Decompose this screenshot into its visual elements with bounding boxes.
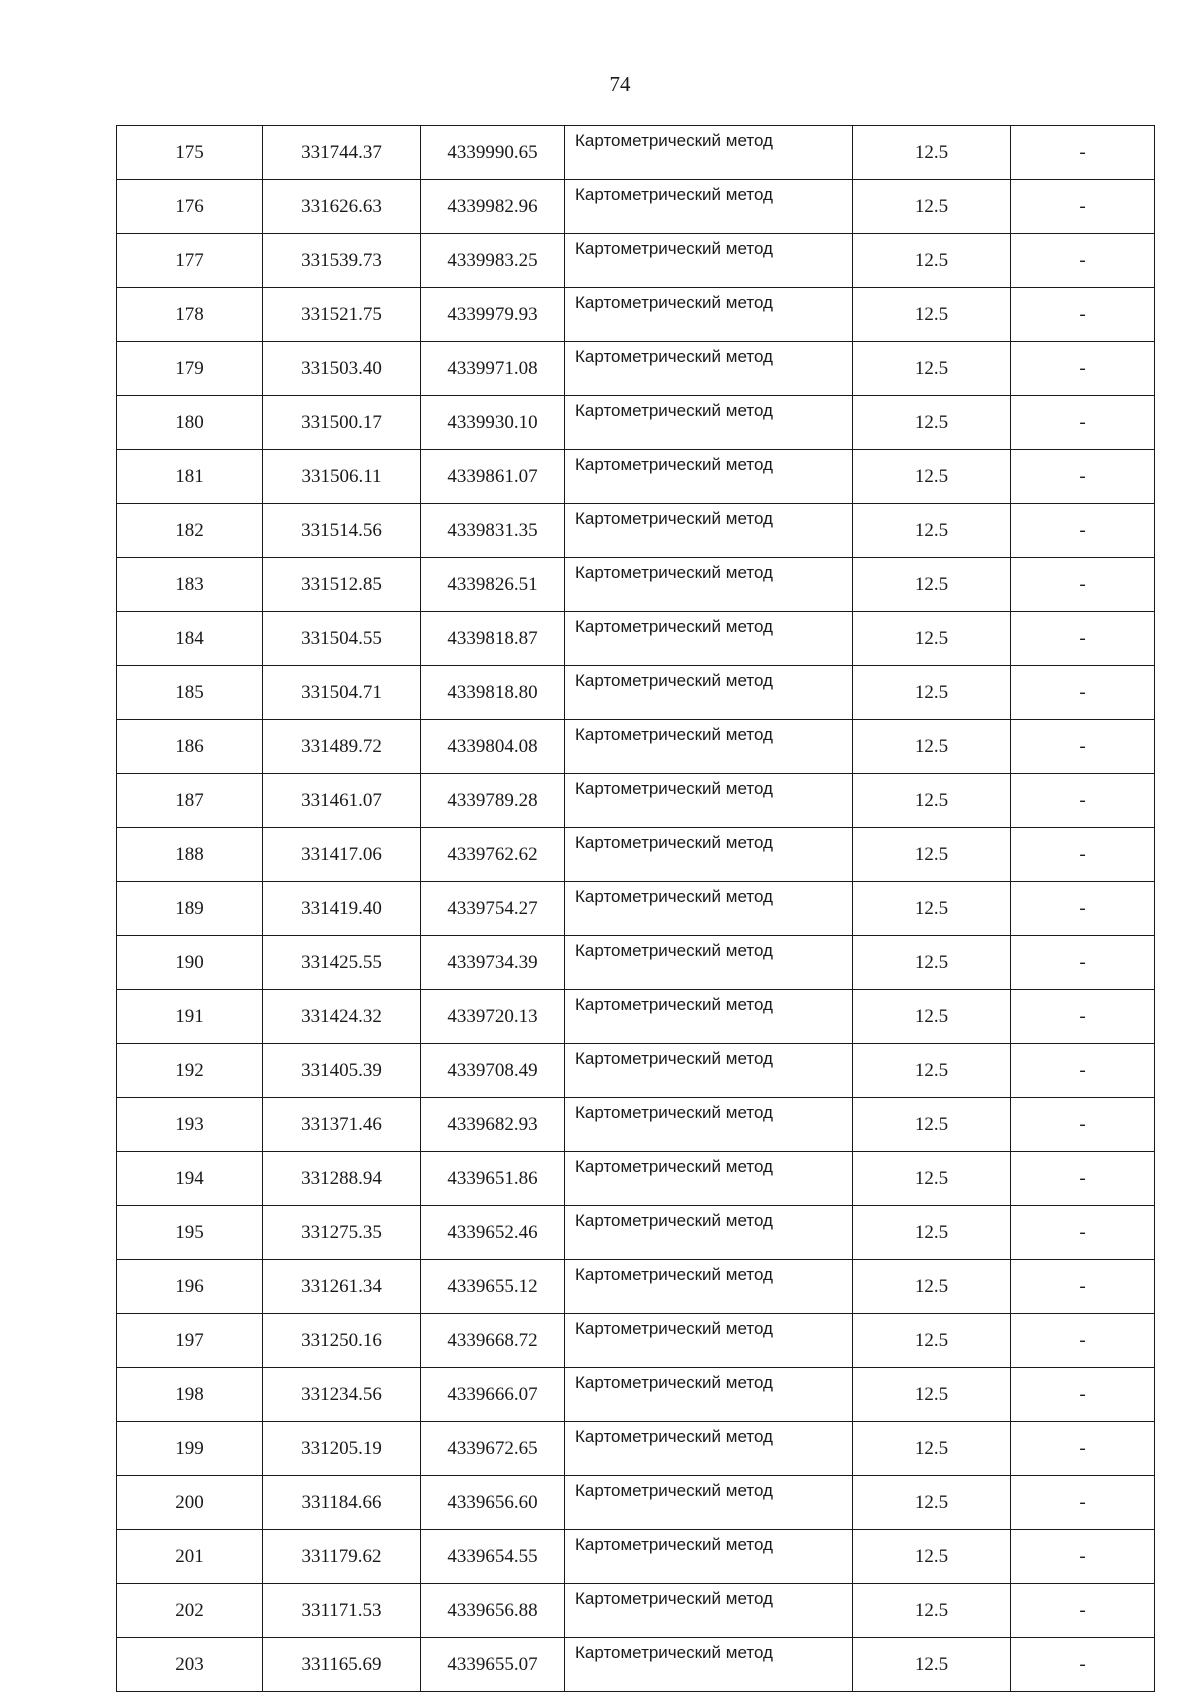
table-row	[117, 1476, 1155, 1530]
table-row	[117, 1314, 1155, 1368]
table-row	[117, 180, 1155, 234]
method-cell: Картометрический метод	[565, 774, 853, 828]
table-row	[117, 882, 1155, 936]
description-cell: -	[1011, 666, 1155, 720]
point-number-cell: 176	[117, 180, 263, 234]
y-coordinate-cell: 4339990.65	[421, 126, 565, 180]
method-cell: Картометрический метод	[565, 936, 853, 990]
description-cell: -	[1011, 126, 1155, 180]
accuracy-cell: 12.5	[853, 666, 1011, 720]
x-coordinate-cell: 331184.66	[263, 1476, 421, 1530]
point-number-cell: 202	[117, 1584, 263, 1638]
accuracy-cell: 12.5	[853, 288, 1011, 342]
description-cell: -	[1011, 774, 1155, 828]
x-coordinate-cell: 331500.17	[263, 396, 421, 450]
table-row	[117, 126, 1155, 180]
accuracy-cell: 12.5	[853, 828, 1011, 882]
table-row	[117, 774, 1155, 828]
point-number-cell: 182	[117, 504, 263, 558]
accuracy-cell: 12.5	[853, 450, 1011, 504]
point-number-cell: 199	[117, 1422, 263, 1476]
accuracy-cell: 12.5	[853, 1530, 1011, 1584]
y-coordinate-cell: 4339708.49	[421, 1044, 565, 1098]
method-cell: Картометрический метод	[565, 234, 853, 288]
table-row	[117, 1098, 1155, 1152]
method-cell: Картометрический метод	[565, 1638, 853, 1692]
x-coordinate-cell: 331405.39	[263, 1044, 421, 1098]
table-row	[117, 288, 1155, 342]
x-coordinate-cell: 331506.11	[263, 450, 421, 504]
table-row	[117, 1638, 1155, 1692]
accuracy-cell: 12.5	[853, 1044, 1011, 1098]
description-cell: -	[1011, 234, 1155, 288]
accuracy-cell: 12.5	[853, 1584, 1011, 1638]
y-coordinate-cell: 4339982.96	[421, 180, 565, 234]
method-cell: Картометрический метод	[565, 1422, 853, 1476]
y-coordinate-cell: 4339655.12	[421, 1260, 565, 1314]
accuracy-cell: 12.5	[853, 1260, 1011, 1314]
table-row	[117, 1152, 1155, 1206]
accuracy-cell: 12.5	[853, 882, 1011, 936]
point-number-cell: 195	[117, 1206, 263, 1260]
description-cell: -	[1011, 1260, 1155, 1314]
point-number-cell: 186	[117, 720, 263, 774]
table-row	[117, 666, 1155, 720]
table-row	[117, 450, 1155, 504]
y-coordinate-cell: 4339762.62	[421, 828, 565, 882]
y-coordinate-cell: 4339656.88	[421, 1584, 565, 1638]
x-coordinate-cell: 331461.07	[263, 774, 421, 828]
x-coordinate-cell: 331165.69	[263, 1638, 421, 1692]
description-cell: -	[1011, 288, 1155, 342]
point-number-cell: 190	[117, 936, 263, 990]
method-cell: Картометрический метод	[565, 504, 853, 558]
table-row	[117, 1368, 1155, 1422]
y-coordinate-cell: 4339651.86	[421, 1152, 565, 1206]
description-cell: -	[1011, 612, 1155, 666]
description-cell: -	[1011, 1368, 1155, 1422]
point-number-cell: 178	[117, 288, 263, 342]
table-row	[117, 1422, 1155, 1476]
table-row	[117, 1260, 1155, 1314]
page-number: 74	[609, 72, 631, 96]
point-number-cell: 196	[117, 1260, 263, 1314]
y-coordinate-cell: 4339979.93	[421, 288, 565, 342]
accuracy-cell: 12.5	[853, 1152, 1011, 1206]
method-cell: Картометрический метод	[565, 666, 853, 720]
method-cell: Картометрический метод	[565, 1260, 853, 1314]
point-number-cell: 201	[117, 1530, 263, 1584]
table-row	[117, 558, 1155, 612]
accuracy-cell: 12.5	[853, 612, 1011, 666]
point-number-cell: 185	[117, 666, 263, 720]
accuracy-cell: 12.5	[853, 936, 1011, 990]
point-number-cell: 200	[117, 1476, 263, 1530]
accuracy-cell: 12.5	[853, 1206, 1011, 1260]
y-coordinate-cell: 4339804.08	[421, 720, 565, 774]
table-row	[117, 1206, 1155, 1260]
description-cell: -	[1011, 558, 1155, 612]
accuracy-cell: 12.5	[853, 342, 1011, 396]
accuracy-cell: 12.5	[853, 396, 1011, 450]
accuracy-cell: 12.5	[853, 1422, 1011, 1476]
coordinates-table-body	[117, 126, 1155, 1692]
y-coordinate-cell: 4339789.28	[421, 774, 565, 828]
x-coordinate-cell: 331261.34	[263, 1260, 421, 1314]
point-number-cell: 179	[117, 342, 263, 396]
method-cell: Картометрический метод	[565, 396, 853, 450]
accuracy-cell: 12.5	[853, 774, 1011, 828]
y-coordinate-cell: 4339861.07	[421, 450, 565, 504]
x-coordinate-cell: 331234.56	[263, 1368, 421, 1422]
x-coordinate-cell: 331744.37	[263, 126, 421, 180]
x-coordinate-cell: 331171.53	[263, 1584, 421, 1638]
table-row	[117, 990, 1155, 1044]
y-coordinate-cell: 4339656.60	[421, 1476, 565, 1530]
y-coordinate-cell: 4339971.08	[421, 342, 565, 396]
point-number-cell: 191	[117, 990, 263, 1044]
y-coordinate-cell: 4339682.93	[421, 1098, 565, 1152]
description-cell: -	[1011, 1530, 1155, 1584]
y-coordinate-cell: 4339818.87	[421, 612, 565, 666]
method-cell: Картометрический метод	[565, 1098, 853, 1152]
accuracy-cell: 12.5	[853, 1098, 1011, 1152]
coordinates-table	[116, 125, 1155, 1692]
description-cell: -	[1011, 990, 1155, 1044]
y-coordinate-cell: 4339831.35	[421, 504, 565, 558]
table-row	[117, 396, 1155, 450]
description-cell: -	[1011, 1152, 1155, 1206]
point-number-cell: 194	[117, 1152, 263, 1206]
table-row	[117, 342, 1155, 396]
x-coordinate-cell: 331489.72	[263, 720, 421, 774]
method-cell: Картометрический метод	[565, 1476, 853, 1530]
y-coordinate-cell: 4339672.65	[421, 1422, 565, 1476]
accuracy-cell: 12.5	[853, 126, 1011, 180]
method-cell: Картометрический метод	[565, 1206, 853, 1260]
description-cell: -	[1011, 1314, 1155, 1368]
y-coordinate-cell: 4339734.39	[421, 936, 565, 990]
description-cell: -	[1011, 936, 1155, 990]
accuracy-cell: 12.5	[853, 1638, 1011, 1692]
method-cell: Картометрический метод	[565, 342, 853, 396]
table-row	[117, 1584, 1155, 1638]
method-cell: Картометрический метод	[565, 288, 853, 342]
y-coordinate-cell: 4339818.80	[421, 666, 565, 720]
x-coordinate-cell: 331250.16	[263, 1314, 421, 1368]
description-cell: -	[1011, 1638, 1155, 1692]
x-coordinate-cell: 331419.40	[263, 882, 421, 936]
x-coordinate-cell: 331417.06	[263, 828, 421, 882]
table-row	[117, 504, 1155, 558]
y-coordinate-cell: 4339754.27	[421, 882, 565, 936]
y-coordinate-cell: 4339826.51	[421, 558, 565, 612]
y-coordinate-cell: 4339930.10	[421, 396, 565, 450]
table-row	[117, 1530, 1155, 1584]
table-row	[117, 234, 1155, 288]
point-number-cell: 198	[117, 1368, 263, 1422]
table-row	[117, 612, 1155, 666]
table-row	[117, 1044, 1155, 1098]
point-number-cell: 189	[117, 882, 263, 936]
accuracy-cell: 12.5	[853, 504, 1011, 558]
method-cell: Картометрический метод	[565, 720, 853, 774]
method-cell: Картометрический метод	[565, 180, 853, 234]
method-cell: Картометрический метод	[565, 558, 853, 612]
x-coordinate-cell: 331503.40	[263, 342, 421, 396]
method-cell: Картометрический метод	[565, 1044, 853, 1098]
description-cell: -	[1011, 504, 1155, 558]
accuracy-cell: 12.5	[853, 558, 1011, 612]
x-coordinate-cell: 331539.73	[263, 234, 421, 288]
x-coordinate-cell: 331514.56	[263, 504, 421, 558]
y-coordinate-cell: 4339655.07	[421, 1638, 565, 1692]
point-number-cell: 177	[117, 234, 263, 288]
method-cell: Картометрический метод	[565, 612, 853, 666]
x-coordinate-cell: 331424.32	[263, 990, 421, 1044]
method-cell: Картометрический метод	[565, 1314, 853, 1368]
y-coordinate-cell: 4339654.55	[421, 1530, 565, 1584]
description-cell: -	[1011, 180, 1155, 234]
point-number-cell: 184	[117, 612, 263, 666]
accuracy-cell: 12.5	[853, 720, 1011, 774]
description-cell: -	[1011, 396, 1155, 450]
description-cell: -	[1011, 828, 1155, 882]
description-cell: -	[1011, 720, 1155, 774]
y-coordinate-cell: 4339720.13	[421, 990, 565, 1044]
description-cell: -	[1011, 882, 1155, 936]
point-number-cell: 193	[117, 1098, 263, 1152]
description-cell: -	[1011, 1476, 1155, 1530]
description-cell: -	[1011, 1044, 1155, 1098]
point-number-cell: 183	[117, 558, 263, 612]
accuracy-cell: 12.5	[853, 1314, 1011, 1368]
table-row	[117, 828, 1155, 882]
method-cell: Картометрический метод	[565, 1584, 853, 1638]
point-number-cell: 188	[117, 828, 263, 882]
y-coordinate-cell: 4339668.72	[421, 1314, 565, 1368]
x-coordinate-cell: 331626.63	[263, 180, 421, 234]
method-cell: Картометрический метод	[565, 882, 853, 936]
y-coordinate-cell: 4339983.25	[421, 234, 565, 288]
y-coordinate-cell: 4339652.46	[421, 1206, 565, 1260]
x-coordinate-cell: 331179.62	[263, 1530, 421, 1584]
method-cell: Картометрический метод	[565, 1152, 853, 1206]
x-coordinate-cell: 331425.55	[263, 936, 421, 990]
method-cell: Картометрический метод	[565, 990, 853, 1044]
accuracy-cell: 12.5	[853, 1476, 1011, 1530]
table-row	[117, 936, 1155, 990]
table-row	[117, 720, 1155, 774]
x-coordinate-cell: 331521.75	[263, 288, 421, 342]
x-coordinate-cell: 331371.46	[263, 1098, 421, 1152]
point-number-cell: 192	[117, 1044, 263, 1098]
accuracy-cell: 12.5	[853, 990, 1011, 1044]
x-coordinate-cell: 331512.85	[263, 558, 421, 612]
x-coordinate-cell: 331504.55	[263, 612, 421, 666]
point-number-cell: 175	[117, 126, 263, 180]
method-cell: Картометрический метод	[565, 1530, 853, 1584]
point-number-cell: 180	[117, 396, 263, 450]
y-coordinate-cell: 4339666.07	[421, 1368, 565, 1422]
x-coordinate-cell: 331504.71	[263, 666, 421, 720]
point-number-cell: 181	[117, 450, 263, 504]
point-number-cell: 187	[117, 774, 263, 828]
description-cell: -	[1011, 342, 1155, 396]
description-cell: -	[1011, 1098, 1155, 1152]
accuracy-cell: 12.5	[853, 234, 1011, 288]
method-cell: Картометрический метод	[565, 450, 853, 504]
x-coordinate-cell: 331288.94	[263, 1152, 421, 1206]
method-cell: Картометрический метод	[565, 126, 853, 180]
accuracy-cell: 12.5	[853, 1368, 1011, 1422]
point-number-cell: 197	[117, 1314, 263, 1368]
x-coordinate-cell: 331275.35	[263, 1206, 421, 1260]
point-number-cell: 203	[117, 1638, 263, 1692]
description-cell: -	[1011, 1206, 1155, 1260]
accuracy-cell: 12.5	[853, 180, 1011, 234]
description-cell: -	[1011, 450, 1155, 504]
description-cell: -	[1011, 1584, 1155, 1638]
x-coordinate-cell: 331205.19	[263, 1422, 421, 1476]
description-cell: -	[1011, 1422, 1155, 1476]
method-cell: Картометрический метод	[565, 1368, 853, 1422]
method-cell: Картометрический метод	[565, 828, 853, 882]
